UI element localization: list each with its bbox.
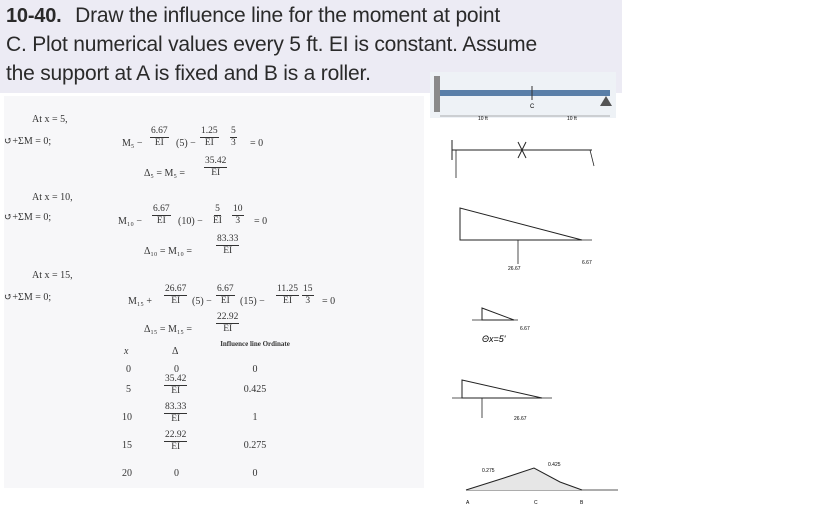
problem-number: 10-40. — [6, 5, 62, 27]
table-cell-ordinate: 1 — [252, 412, 258, 423]
fixed-support-A — [434, 76, 440, 112]
frac-res-x5: $\frac{35.42}{EI}$ — [205, 156, 227, 178]
table-cell-delta: $\frac{35.42}{EI}$ — [165, 374, 187, 396]
solution-sketches — [422, 68, 622, 508]
value-6-67: 6.67 — [520, 326, 530, 332]
table-cell-x: 0 — [126, 364, 131, 375]
res-x15: Δ₁₅ = M₁₅ = — [144, 324, 193, 335]
frac-x15-1: $\frac{26.67}{EI}$ — [165, 284, 187, 306]
res-x10: Δ₁₀ = M₁₀ = — [144, 246, 193, 257]
table-header-ordinate: Influence line Ordinate — [220, 340, 290, 348]
m-ei-diagram — [460, 208, 582, 240]
table-cell-ordinate: 0 — [252, 364, 258, 375]
segment-diagram-1 — [482, 308, 514, 320]
frac-x15-4: $\frac{15}{3}$ — [303, 284, 313, 306]
mid-x5: (5) − — [176, 138, 196, 149]
at-x10: At x = 10, — [32, 192, 73, 203]
bm-value-1: 26.67 — [508, 266, 521, 272]
table-cell-x: 10 — [122, 412, 132, 423]
table-cell-ordinate: 0 — [252, 468, 258, 479]
m15: M₁₅ + — [128, 296, 153, 307]
dim-left: 10 ft — [478, 116, 488, 122]
res-x5: Δ₅ = M₅ = — [144, 168, 186, 179]
table-cell-ordinate: 0.425 — [243, 384, 267, 395]
at-x15: At x = 15, — [32, 270, 73, 281]
table-cell-delta: 0 — [174, 468, 179, 479]
m5: M₅ − — [122, 138, 143, 149]
at-x5: At x = 5, — [32, 114, 68, 125]
frac-x10-2: $\frac{5}{EI}$ — [213, 204, 222, 226]
label-c: C — [534, 500, 538, 506]
label-b: B — [580, 500, 584, 506]
frac-x15-3: $\frac{11.25}{EI}$ — [277, 284, 299, 306]
problem-line-2: C. Plot numerical values every 5 ft. EI is constant. Assume — [6, 33, 537, 56]
label-a: A — [466, 500, 470, 506]
dim-right: 10 ft — [567, 116, 577, 122]
frac-x10-3: $\frac{10}{3}$ — [233, 204, 243, 226]
problem-line-1 — [6, 4, 500, 28]
table-cell-delta: $\frac{83.33}{EI}$ — [165, 402, 187, 424]
solution-scan — [4, 96, 424, 488]
frac-res-x10: $\frac{83.33}{EI}$ — [217, 234, 239, 256]
condition-label: Θx=5' — [482, 334, 506, 344]
frac-x5-1: $\frac{6.67}{EI}$ — [151, 126, 168, 148]
sum-x15: ↺+ΣM = 0; — [4, 292, 52, 303]
m10: M₁₀ − — [118, 216, 143, 227]
problem-text-1: Draw the influence line for the moment at point — [75, 4, 500, 27]
mid2-x15: (15) − — [240, 296, 265, 307]
table-header-x: x — [124, 346, 129, 357]
il-peak-value: 0.425 — [548, 462, 561, 468]
frac-x5-2: $\frac{1.25}{EI}$ — [201, 126, 218, 148]
frac-res-x15: $\frac{22.92}{EI}$ — [217, 312, 239, 334]
frac-x10-1: $\frac{6.67}{EI}$ — [153, 204, 170, 226]
frac-x15-2: $\frac{6.67}{EI}$ — [217, 284, 234, 306]
table-cell-x: 15 — [122, 440, 132, 451]
table-cell-delta: 0 — [174, 364, 179, 375]
label-c-top: C — [530, 104, 535, 110]
table-cell-ordinate: 0.275 — [243, 440, 267, 451]
support-B-arrow — [590, 150, 594, 166]
table-cell-delta: $\frac{22.92}{EI}$ — [165, 430, 187, 452]
segment-diagram-2 — [462, 380, 542, 398]
value-26-67: 26.67 — [514, 416, 527, 422]
mid-x10: (10) − — [178, 216, 203, 227]
sum-x5: ↺+ΣM = 0; — [4, 136, 52, 147]
table-cell-x: 20 — [122, 468, 132, 479]
end-x5: = 0 — [250, 138, 264, 149]
il-left-value: 0.275 — [482, 468, 495, 474]
table-cell-x: 5 — [126, 384, 131, 395]
problem-line-3: the support at A is fixed and B is a roller. — [6, 62, 371, 85]
mid-x15: (5) − — [192, 296, 212, 307]
end-x15: = 0 — [322, 296, 336, 307]
bm-value-2: 6.67 — [582, 260, 592, 266]
end-x10: = 0 — [254, 216, 268, 227]
table-header-delta: Δ — [172, 346, 179, 357]
frac-x5-3: $\frac{5}{3}$ — [231, 126, 236, 148]
sum-x10: ↺+ΣM = 0; — [4, 212, 52, 223]
beam — [440, 90, 610, 96]
